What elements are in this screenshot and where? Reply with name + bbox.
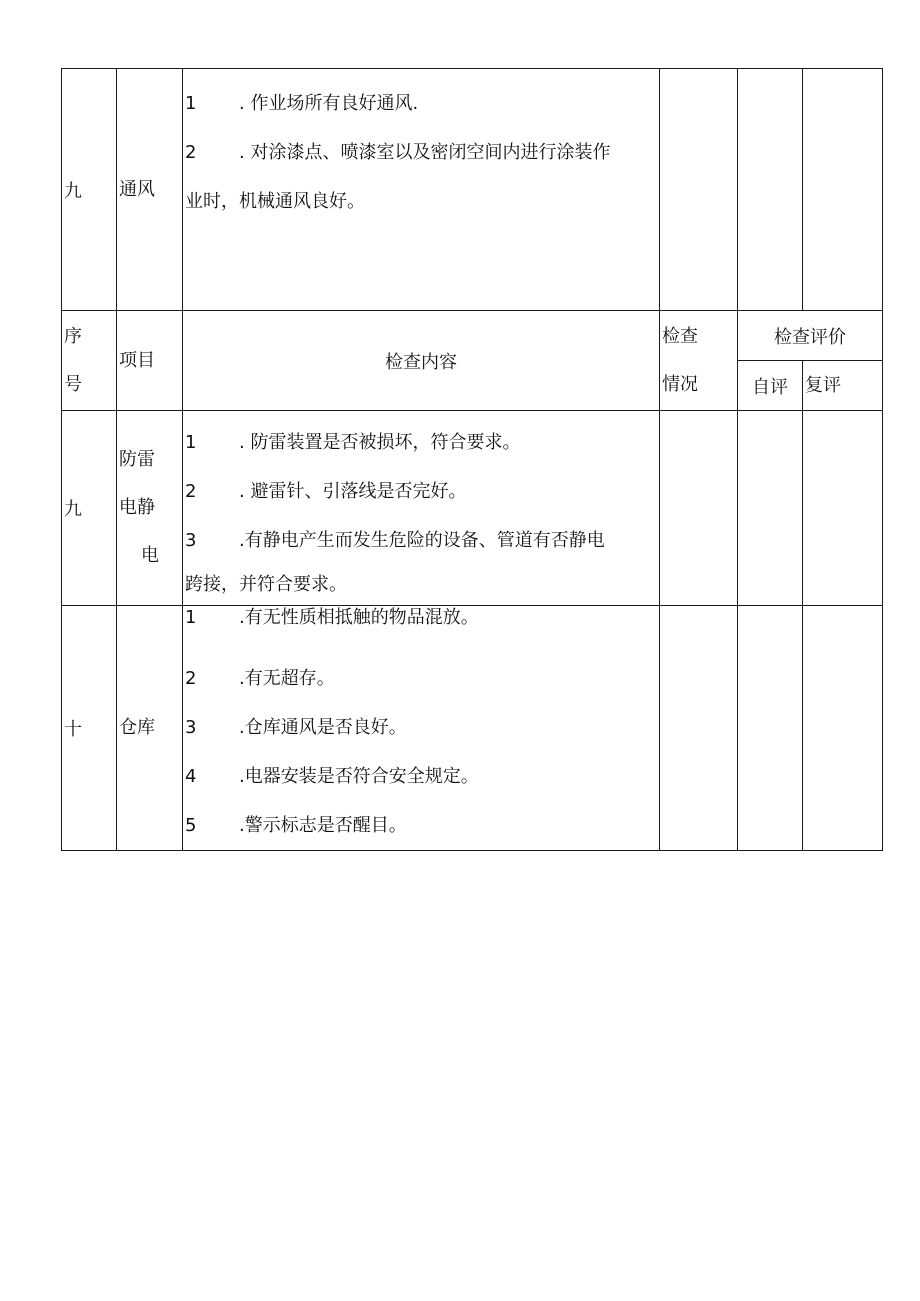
header-self-eval: 自评	[738, 361, 803, 411]
section-content	[183, 411, 660, 606]
re-eval-cell	[803, 69, 883, 311]
header-evaluation: 检查评价	[738, 311, 883, 361]
item-index: 1	[185, 93, 197, 114]
item-index: 3	[185, 530, 197, 551]
section-number: 九	[62, 69, 117, 311]
header-row	[62, 311, 883, 361]
header-status	[660, 311, 738, 411]
re-eval-cell	[803, 411, 883, 606]
table-row	[62, 69, 883, 311]
re-eval-cell	[803, 606, 883, 851]
self-eval-cell	[738, 606, 803, 851]
project-line: 电静	[119, 497, 155, 518]
header-project: 项目	[117, 311, 183, 411]
header-num-line: 号	[64, 373, 82, 395]
section-content	[183, 69, 660, 311]
list-item	[185, 128, 655, 177]
project-line: 电	[141, 545, 159, 566]
section-content	[183, 606, 660, 851]
project-line: 防雷	[119, 449, 155, 470]
list-item	[185, 801, 655, 850]
check-status-cell	[660, 606, 738, 851]
item-text: . 避雷针、引落线是否完好。	[239, 481, 467, 502]
header-content: 检查内容	[183, 311, 660, 411]
item-text: .有静电产生而发生危险的设备、管道有否静电	[239, 530, 605, 551]
check-status-cell	[660, 69, 738, 311]
section-number: 十	[62, 606, 117, 851]
item-text: .电器安装是否符合安全规定。	[239, 766, 479, 787]
item-text: .有无超存。	[239, 668, 335, 689]
item-index: 5	[185, 815, 197, 836]
item-text: .有无性质相抵触的物品混放。	[239, 607, 479, 628]
item-index: 2	[185, 668, 197, 689]
item-text: .警示标志是否醒目。	[239, 815, 407, 836]
item-index: 2	[185, 481, 197, 502]
item-index: 4	[185, 766, 197, 787]
item-continuation: 跨接，并符合要求。	[185, 574, 347, 595]
list-item	[185, 79, 655, 128]
header-status-line: 情况	[662, 373, 698, 395]
item-text: .仓库通风是否良好。	[239, 717, 407, 738]
list-item	[185, 752, 655, 801]
item-continuation: 业时，机械通风良好。	[185, 191, 365, 212]
table-row	[62, 411, 883, 606]
section-project: 通风	[117, 69, 183, 311]
list-item	[185, 467, 655, 516]
item-index: 3	[185, 717, 197, 738]
self-eval-cell	[738, 411, 803, 606]
header-num	[62, 311, 117, 411]
header-status-line: 检查	[662, 325, 698, 347]
list-item	[185, 606, 655, 630]
list-item	[185, 654, 655, 703]
self-eval-cell	[738, 69, 803, 311]
item-index: 1	[185, 432, 197, 453]
item-index: 1	[185, 607, 197, 628]
inspection-table	[61, 68, 883, 851]
item-text: . 作业场所有良好通风.	[239, 93, 419, 114]
table-row	[62, 606, 883, 851]
item-text: . 对涂漆点、喷漆室以及密闭空间内进行涂装作	[239, 142, 611, 163]
item-text: . 防雷装置是否被损坏，符合要求。	[239, 432, 521, 453]
list-item	[185, 418, 655, 467]
section-number: 九	[62, 411, 117, 606]
list-item	[185, 703, 655, 752]
section-project	[117, 411, 183, 606]
item-index: 2	[185, 142, 197, 163]
section-project: 仓库	[117, 606, 183, 851]
header-re-eval: 复评	[803, 361, 883, 411]
header-num-line: 序	[64, 325, 82, 347]
list-item	[185, 516, 655, 565]
check-status-cell	[660, 411, 738, 606]
